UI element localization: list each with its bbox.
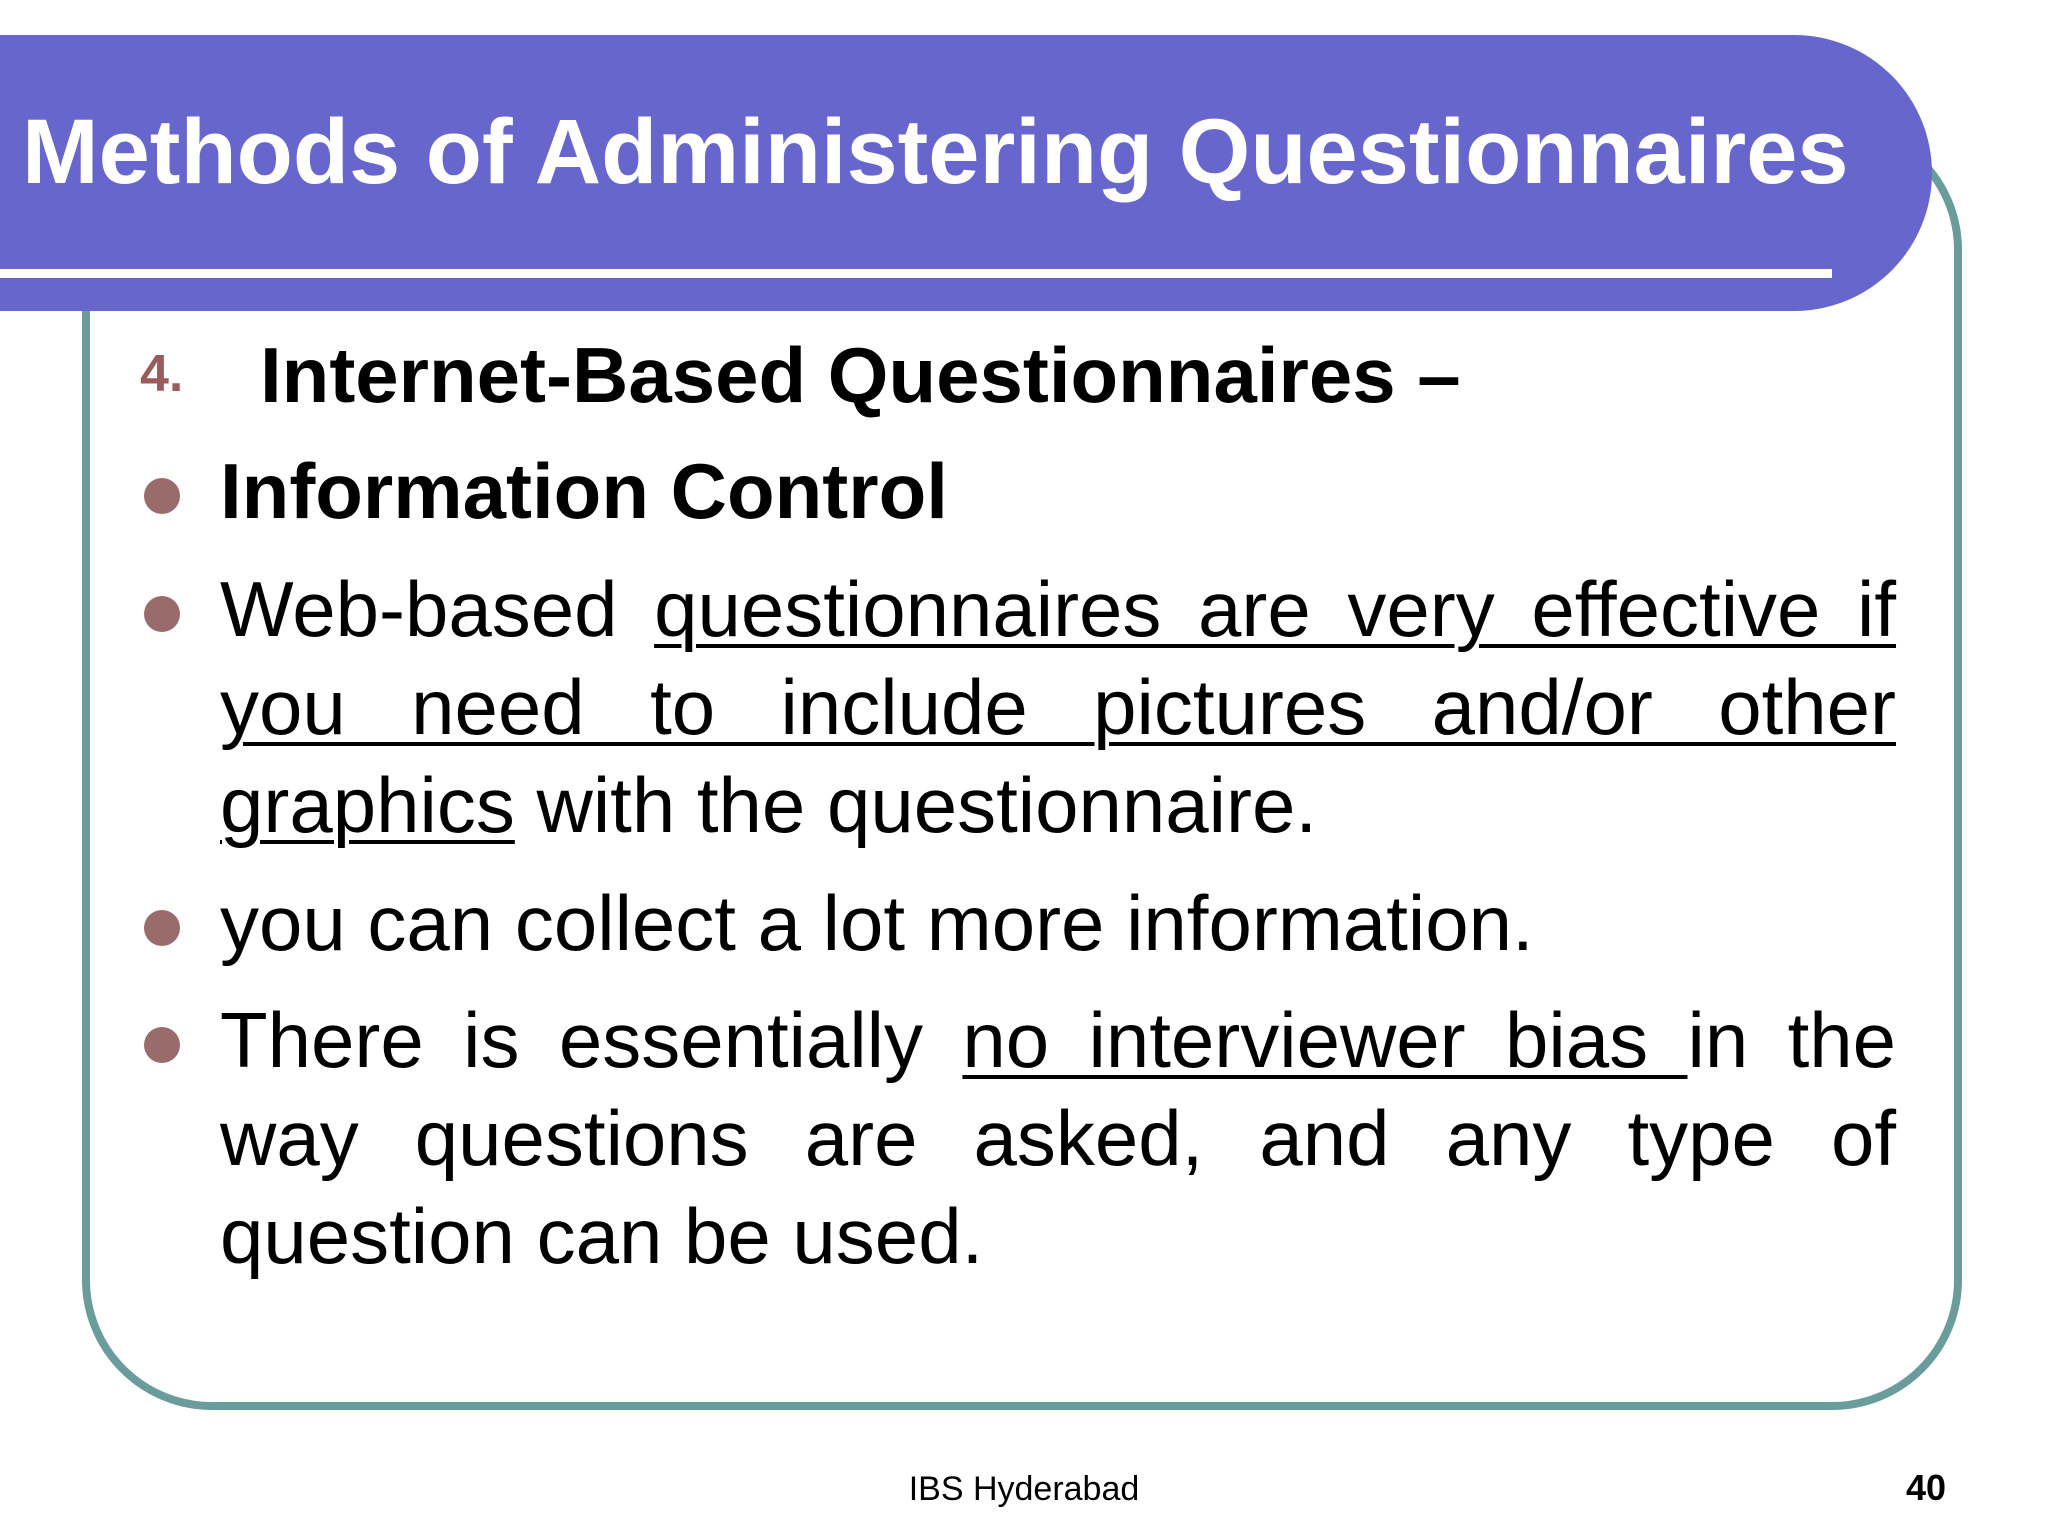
title-underline [0,269,1832,278]
slide-title: Methods of Administering Questionnaires [22,101,1849,203]
bullet-text [220,560,1896,854]
bullet-text [220,991,1896,1285]
bullet-text-underlined: no interviewer bias [962,996,1688,1084]
bullet-dot [144,596,180,632]
bullet-dot [144,910,180,946]
bullet-text-plain: There is essentially [220,996,963,1084]
bullet-text: you can collect a lot more information. [220,879,1534,967]
bullet-text-plain: with the questionnaire. [514,761,1317,849]
bullet-dot [144,1027,180,1063]
heading-number: 4. [140,345,184,403]
heading-text: Internet-Based Questionnaires – [260,331,1461,419]
bullet-text-plain: in the way questions are asked, and any type of question can be used. [220,996,1896,1280]
bullet-text-underlined: questionnaires are very effective if you need to include pictures and/or other graphics [220,565,1897,849]
bullet-text-plain: Web-based [220,565,655,653]
bullet-text: Information Control [220,447,948,535]
footer-institution: IBS Hyderabad [908,1470,1140,1508]
bullet-dot [144,478,180,514]
page-number: 40 [1905,1467,1946,1508]
